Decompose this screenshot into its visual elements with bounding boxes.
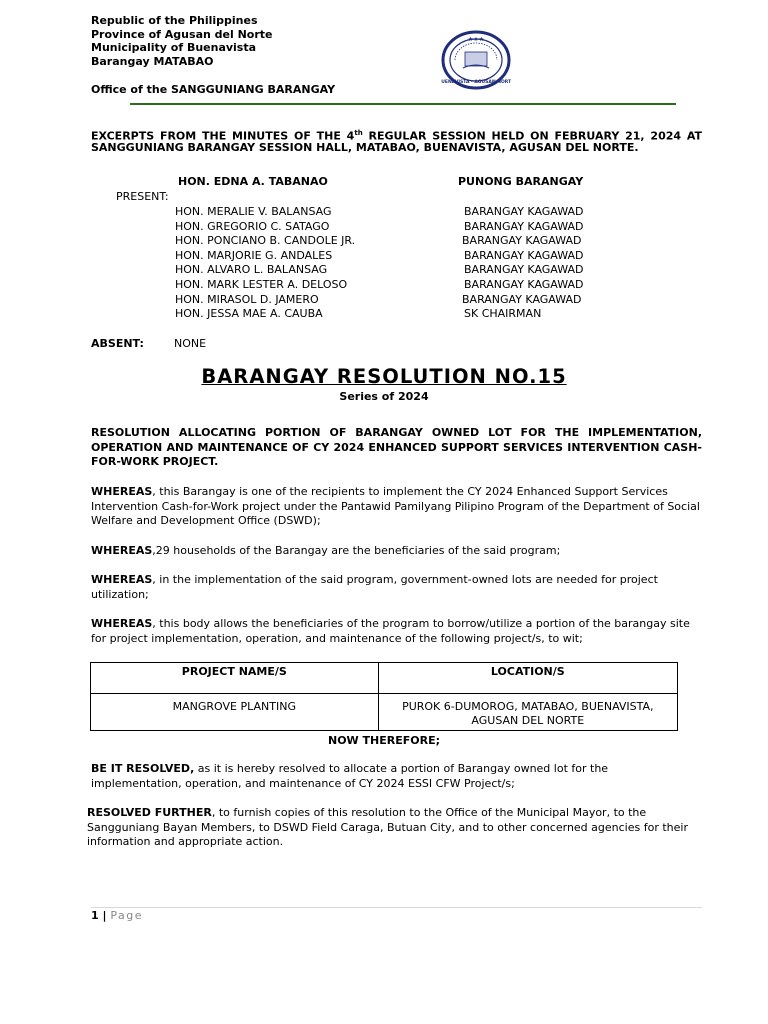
member-title: BARANGAY KAGAWAD	[464, 277, 584, 291]
seal-text: BUENAVISTA · AGUSAN NORTE	[441, 80, 511, 85]
resolved-further-text: , to furnish copies of this resolution to the Office of the Municipal Mayor, to the Sangguniang Bayan Members, to DSWD Field Caraga, Butuan City, and to other concerned agencies for their information and appropriate action.	[87, 806, 688, 849]
table-header: PROJECT NAME/S	[91, 663, 379, 694]
member-name: HON. MARK LESTER A. DELOSO	[175, 277, 348, 291]
table-header: LOCATION/S	[378, 663, 677, 694]
table-cell: MANGROVE PLANTING	[91, 694, 379, 731]
whereas-lead: WHEREAS	[91, 573, 153, 586]
member-name: HON. GREGORIO C. SATAGO	[175, 219, 330, 233]
page-label: Page	[110, 909, 143, 922]
resolved-further-lead: RESOLVED FURTHER	[87, 806, 212, 819]
resolved-lead: BE IT RESOLVED,	[91, 762, 195, 775]
resolution-heading: RESOLUTION ALLOCATING PORTION OF BARANGAY OWNED LOT FOR THE IMPLEMENTATION, OPERATION AND MAINTENANCE OF CY 2024 ENHANCED SUPPORT SERVICES INTERVENTION CASH-FOR-WORK PROJECT.	[91, 426, 702, 469]
member-title: BARANGAY KAGAWAD	[464, 219, 584, 233]
whereas-text: , in the implementation of the said program, government-owned lots are needed for project utilization;	[91, 573, 658, 601]
resolution-title	[0, 365, 768, 388]
member-titles	[464, 205, 584, 322]
whereas-paragraph	[91, 617, 702, 646]
page-separator: |	[98, 909, 111, 922]
member-title: BARANGAY KAGAWAD	[464, 263, 584, 277]
footer-divider	[91, 907, 702, 908]
office-name: Office of the SANGGUNIANG BARANGAY	[91, 83, 336, 96]
page-footer	[91, 909, 143, 922]
member-title: BARANGAY KAGAWAD	[462, 234, 582, 248]
excerpt-text: REGULAR SESSION HELD ON FEBRUARY 21, 2024 AT	[362, 129, 702, 143]
svg-text:★★★: ★★★	[467, 36, 485, 43]
whereas-lead: WHEREAS	[91, 485, 153, 498]
whereas-lead: WHEREAS	[91, 617, 153, 630]
page-number: 1	[91, 909, 99, 922]
excerpt-text: EXCERPTS FROM THE MINUTES OF THE 4	[91, 129, 355, 143]
excerpt-line-2: SANGGUNIANG BARANGAY SESSION HALL, MATABAO, BUENAVISTA, AGUSAN DEL NORTE.	[91, 141, 639, 154]
header-divider	[130, 103, 676, 105]
present-label: PRESENT:	[116, 190, 169, 203]
whereas-paragraph	[91, 544, 702, 559]
member-title: BARANGAY KAGAWAD	[462, 292, 582, 306]
letterhead	[91, 14, 273, 68]
member-name: HON. MARJORIE G. ANDALES	[175, 248, 333, 262]
absent-value: NONE	[174, 337, 207, 350]
table-row	[91, 694, 678, 731]
member-name: HON. PONCIANO B. CANDOLE JR.	[175, 234, 356, 248]
head-name: HON. EDNA A. TABANAO	[178, 175, 328, 188]
whereas-text: ,29 households of the Barangay are the beneficiaries of the said program;	[152, 544, 561, 557]
whereas-paragraph	[91, 485, 702, 529]
table-header-row	[91, 663, 678, 694]
project-table	[90, 662, 678, 731]
whereas-text: , this Barangay is one of the recipients to implement the CY 2024 Enhanced Support Services Intervention Cash-for-Work project under the Pantawid Pamilyang Pilipino Program of the Department of Social Welfare and Development Office (DSWD);	[91, 485, 700, 528]
whereas-paragraph	[91, 573, 702, 602]
letterhead-line: Province of Agusan del Norte	[91, 27, 273, 41]
resolution-title-text: BARANGAY RESOLUTION NO.15	[201, 365, 567, 388]
member-name: HON. MERALIE V. BALANSAG	[175, 205, 332, 218]
resolution-series: Series of 2024	[339, 390, 429, 403]
table-cell: PUROK 6-DUMOROG, MATABAO, BUENAVISTA, AGUSAN DEL NORTE	[378, 694, 677, 731]
resolved-further-paragraph	[87, 806, 702, 850]
whereas-lead: WHEREAS	[91, 544, 153, 557]
member-name: HON. MIRASOL D. JAMERO	[175, 292, 319, 306]
resolved-paragraph	[91, 762, 702, 791]
now-therefore: NOW THEREFORE;	[328, 734, 440, 747]
resolved-text: as it is hereby resolved to allocate a portion of Barangay owned lot for the implementation, operation, and maintenance of CY 2024 ESSI CFW Project/s;	[91, 762, 609, 790]
letterhead-line: Municipality of Buenavista	[91, 41, 257, 54]
member-title: SK CHAIRMAN	[464, 307, 542, 321]
member-names	[175, 205, 355, 322]
barangay-seal-icon	[441, 30, 511, 90]
member-title: BARANGAY KAGAWAD	[464, 248, 584, 262]
whereas-text: , this body allows the beneficiaries of the program to borrow/utilize a portion of the barangay site for project implementation, operation, and maintenance of the following project/s, to wit;	[91, 617, 690, 645]
letterhead-line: Republic of the Philippines	[91, 14, 258, 27]
absent-label: ABSENT:	[91, 337, 144, 350]
member-name: HON. ALVARO L. BALANSAG	[175, 263, 328, 277]
excerpt-sup: th	[354, 129, 363, 137]
member-title: BARANGAY KAGAWAD	[464, 205, 584, 218]
letterhead-line: Barangay MATABAO	[91, 54, 214, 68]
head-title: PUNONG BARANGAY	[458, 175, 584, 188]
member-name: HON. JESSA MAE A. CAUBA	[175, 307, 323, 321]
